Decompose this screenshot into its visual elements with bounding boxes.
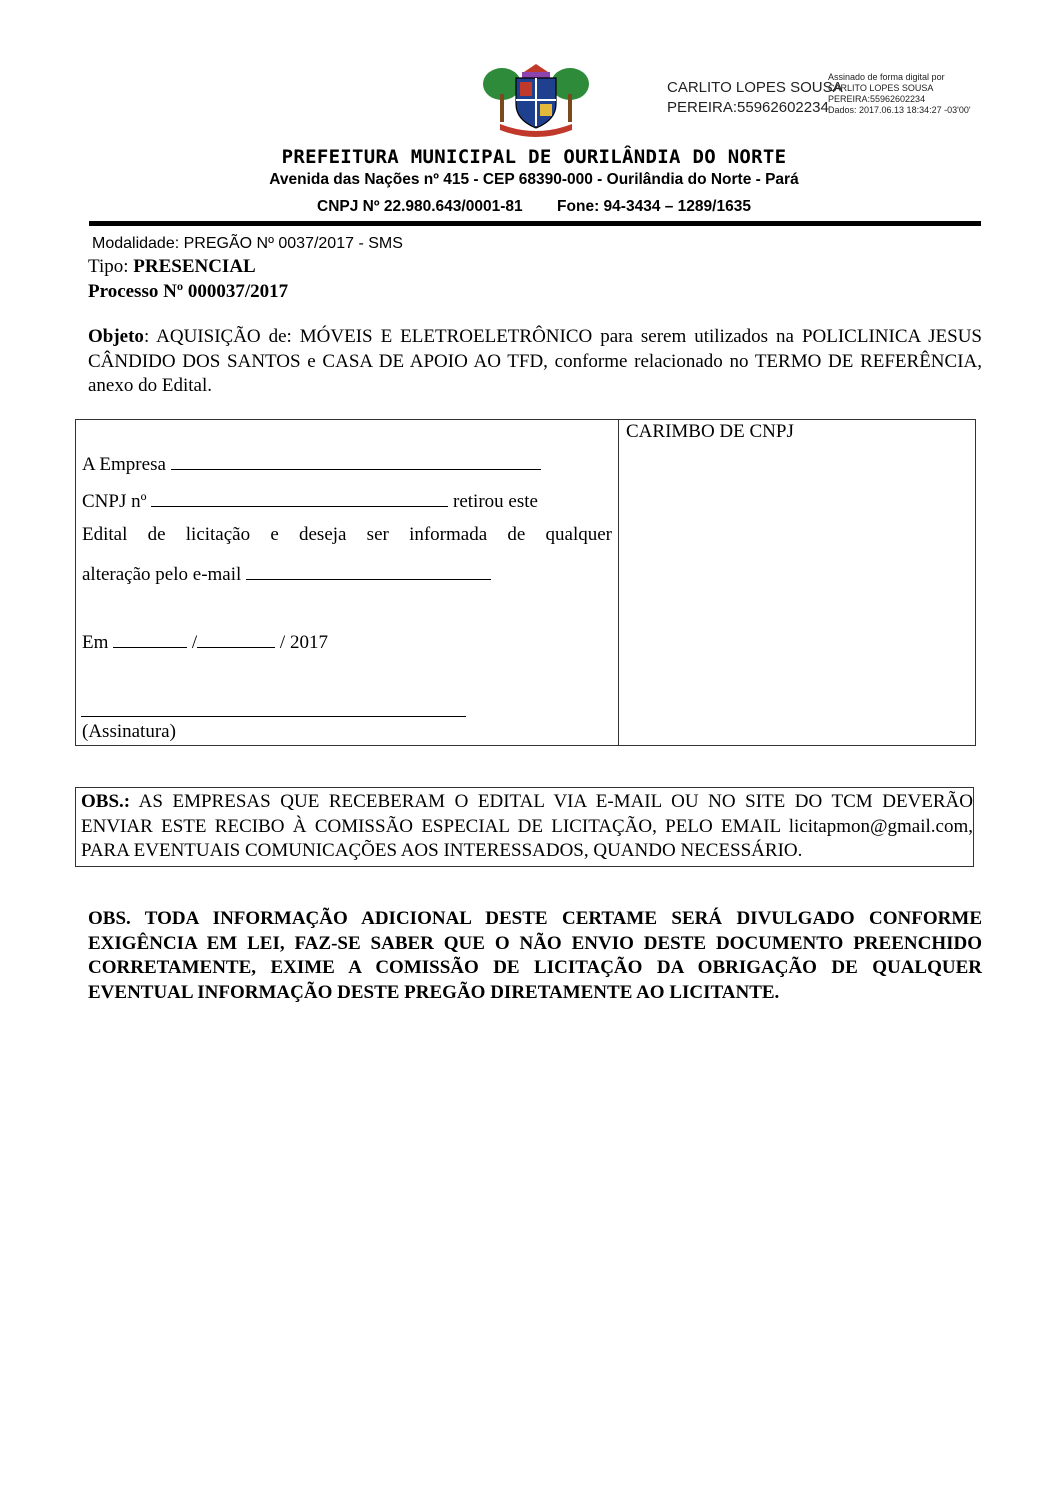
signature-details-line2: CARLITO LOPES SOUSA [828, 83, 934, 93]
date-em-label: Em [82, 632, 114, 653]
date-separator-1: / [187, 632, 198, 653]
obs-box-text: AS EMPRESAS QUE RECEBERAM O EDITAL VIA E-MAIL OU NO SITE DO TCM DEVERÃO ENVIAR ESTE RECIBO À COMISSÃO ESPECIAL DE LICITAÇÃO, PELO EMAIL licitapmon@gmail.com, PARA EVENTUAIS COMUNICAÇÕES AOS INTERESSADOS, QUANDO NECESSÁRIO. [81, 791, 973, 861]
empresa-blank-field[interactable] [171, 451, 541, 470]
email-label: alteração pelo e-mail [82, 564, 247, 585]
organization-cnpj-phone: CNPJ Nº 22.980.643/0001-81 Fone: 94-3434 – 1289/1635 [317, 198, 751, 215]
cnpj-line [82, 488, 538, 513]
organization-name: PREFEITURA MUNICIPAL DE OURILÂNDIA DO NORTE [281, 146, 787, 168]
municipal-coat-of-arms-logo [480, 58, 592, 140]
objeto-text: : AQUISIÇÃO de: MÓVEIS E ELETROELETRÔNICO para serem utilizados na POLICLINICA JESUS CÂNDIDO DOS SANTOS e CASA DE APOIO AO TFD, conforme relacionado no TERMO DE REFERÊNCIA, anexo do Edital. [88, 326, 982, 396]
cnpj-blank-field[interactable] [151, 488, 448, 507]
signature-blank-line[interactable] [81, 716, 466, 717]
signature-details-line4: Dados: 2017.06.13 18:34:27 -03'00' [828, 105, 971, 115]
signature-name-line1: CARLITO LOPES SOUSA [667, 79, 843, 96]
tipo-line [88, 256, 256, 278]
cnpj-label: CNPJ nº [82, 491, 152, 512]
carimbo-cnpj-label: CARIMBO DE CNPJ [626, 421, 794, 442]
organization-address: Avenida das Nações nº 415 - CEP 68390-000 - Ourilândia do Norte - Pará [269, 171, 799, 188]
signature-details-line3: PEREIRA:55962602234 [828, 94, 926, 104]
empresa-label: A Empresa [82, 454, 171, 475]
email-blank-field[interactable] [246, 561, 491, 580]
email-line [82, 561, 491, 586]
edital-line: Edital de licitação e deseja ser informada de qualquer [82, 524, 612, 545]
signature-name-line2: PEREIRA:55962602234 [667, 99, 829, 116]
objeto-paragraph [88, 325, 982, 399]
cnpj-suffix: retirou este [448, 491, 538, 512]
digital-signature-name [667, 78, 843, 118]
obs-note: OBS. TODA INFORMAÇÃO ADICIONAL DESTE CERTAME SERÁ DIVULGADO CONFORME EXIGÊNCIA EM LEI, FAZ-SE SABER QUE O NÃO ENVIO DESTE DOCUMENTO PREENCHIDO CORRETAMENTE, EXIME A COMISSÃO DE LICITAÇÃO DA OBRIGAÇÃO DE QUALQUER EVENTUAL INFORMAÇÃO DESTE PREGÃO DIRETAMENTE AO LICITANTE. [88, 908, 982, 1003]
processo-line: Processo Nº 000037/2017 [88, 281, 289, 302]
obs-box [75, 787, 974, 867]
date-day-blank-field[interactable] [113, 629, 187, 648]
header-divider [89, 221, 981, 226]
date-separator-2: / 2017 [275, 632, 328, 653]
date-line [82, 629, 328, 654]
obs-box-label: OBS.: [81, 791, 131, 812]
empresa-line [82, 451, 541, 476]
tipo-label: Tipo: [88, 256, 134, 277]
receipt-form-divider [618, 419, 619, 745]
signature-details-line1: Assinado de forma digital por [828, 72, 945, 82]
assinatura-label: (Assinatura) [82, 721, 176, 742]
tipo-value: PRESENCIAL [133, 256, 256, 277]
objeto-label: Objeto [88, 326, 144, 347]
modalidade-line: Modalidade: PREGÃO Nº 0037/2017 - SMS [92, 235, 403, 252]
date-month-blank-field[interactable] [197, 629, 275, 648]
digital-signature-details [828, 72, 971, 116]
